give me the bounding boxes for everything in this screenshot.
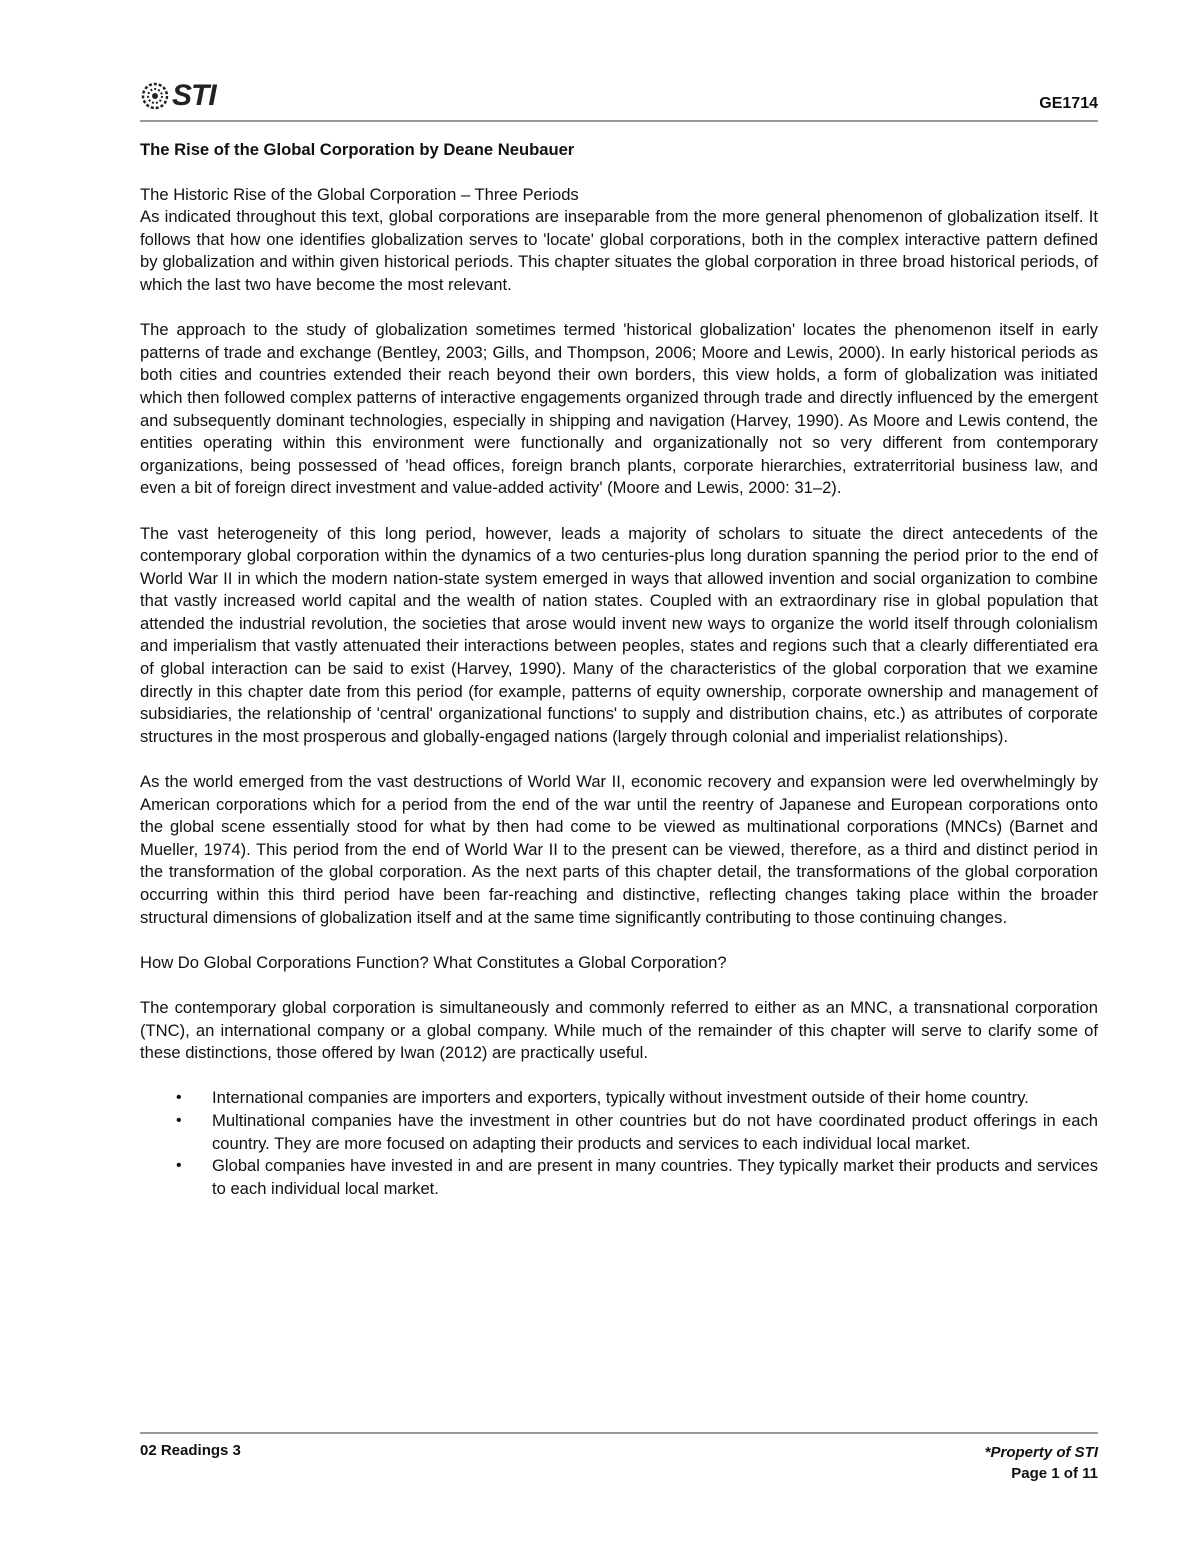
globe-icon [140, 81, 170, 111]
section-heading: How Do Global Corporations Function? What Constitutes a Global Corporation? [140, 952, 727, 972]
list-item-text: International companies are importers and exporters, typically without investment outside of their home country. [212, 1088, 1029, 1108]
sti-logo [140, 78, 216, 114]
paragraph: As indicated throughout this text, global corporations are inseparable from the more general phenomenon of globalization itself. It follows that how one identifies globalization serves to 'locate' global corporations, both in the complex interactive pattern defined by globalization and within given historical periods. This chapter situates the global corporation in three broad historical periods, of which the last two have become the most relevant. [140, 207, 1098, 294]
footer-right [985, 1442, 1098, 1484]
paragraph: The vast heterogeneity of this long period, however, leads a majority of scholars to situate the direct antecedents of the contemporary global corporation within the dynamics of a two centuries-plus long duration spanning the period prior to the end of World War II in which the modern nation-state system emerged in ways that allowed invention and social organization to combine that vastly increased world capital and the wealth of nation states. Coupled with an extraordinary rise in global population that attended the industrial revolution, the societies that arose would invent new ways to organize the world itself through colonialism and imperialism that vastly attenuated their interactions between peoples, states and regions such that a clearly differentiated era of global interaction can be said to exist (Harvey, 1990). Many of the characteristics of the global corporation that we examine directly in this chapter date from this period (for example, patterns of equity ownership, corporate ownership and management of subsidiaries, the relationship of 'central' organizational functions' to supply and distribution chains, etc.) as attributes of corporate structures in the most prosperous and globally-engaged nations (largely through colonial and imperialist relationships). [140, 523, 1098, 746]
document-title: The Rise of the Global Corporation by Deane Neubauer [140, 140, 575, 159]
list-item-text: Multinational companies have the investment in other countries but do not have coordinated product offerings in each country. They are more focused on adapting their products and services to each individual local market. [212, 1110, 1098, 1153]
paragraph: The contemporary global corporation is simultaneously and commonly referred to either as an MNC, a transnational corporation (TNC), an international company or a global company. While much of the remainder of this chapter will serve to clarify some of these distinctions, those offered by Iwan (2012) are practically useful. [140, 997, 1098, 1063]
bullet-icon: • [176, 1111, 182, 1129]
list-item-text: Global companies have invested in and are present in many countries. They typically market their products and services to each individual local market. [212, 1156, 1098, 1198]
section-heading: The Historic Rise of the Global Corporation – Three Periods [140, 184, 579, 204]
footer-divider [140, 1432, 1098, 1434]
logo-text: STI [172, 79, 216, 112]
document-body [140, 139, 1098, 1200]
page-number: Page 1 of 11 [1011, 1465, 1098, 1482]
bullet-icon: • [176, 1089, 182, 1107]
list-item [140, 1155, 1098, 1200]
footer-module-label: 02 Readings 3 [140, 1442, 241, 1459]
property-notice: *Property of STI [984, 1444, 1098, 1461]
course-code: GE1714 [1039, 95, 1098, 112]
paragraph: The approach to the study of globalization sometimes termed 'historical globalization' locates the phenomenon itself in early patterns of trade and exchange (Bentley, 2003; Gills, and Thompson, 2006; Moore and Lewis, 2000). In early historical periods as both cities and countries extended their reach beyond their own borders, this view holds, a form of globalization was initiated which then followed complex patterns of interactive engagements organized through trade and directly influenced by the emergent and subsequently dominant technologies, especially in shipping and navigation (Harvey, 1990). As Moore and Lewis contend, the entities operating within this environment were functionally and organizationally not so very different from contemporary organizations, being possessed of 'head offices, foreign branch plants, corporate hierarchies, extraterritorial business law, and even a bit of foreign direct investment and value-added activity' (Moore and Lewis, 2000: 31–2). [140, 320, 1098, 498]
list-item [140, 1087, 1098, 1110]
paragraph: As the world emerged from the vast destructions of World War II, economic recovery and expansion were led overwhelmingly by American corporations which for a period from the end of the war until the reentry of Japanese and European corporations onto the global scene essentially stood for what by then had come to be viewed as multinational corporations (MNCs) (Barnet and Mueller, 1974). This period from the end of World War II to the present can be viewed, therefore, as a third and distinct period in the transformation of the global corporation. As the next parts of this chapter detail, the transformations of the global corporation occurring within this third period have been far-reaching and distinctive, reflecting changes taking place within the broader structural dimensions of globalization itself and at the same time significantly contributing to those continuing changes. [140, 772, 1098, 927]
bullet-icon: • [176, 1157, 182, 1175]
page-header [140, 78, 1098, 120]
header-divider [140, 120, 1098, 122]
bullet-list [140, 1087, 1098, 1200]
list-item [140, 1110, 1098, 1155]
